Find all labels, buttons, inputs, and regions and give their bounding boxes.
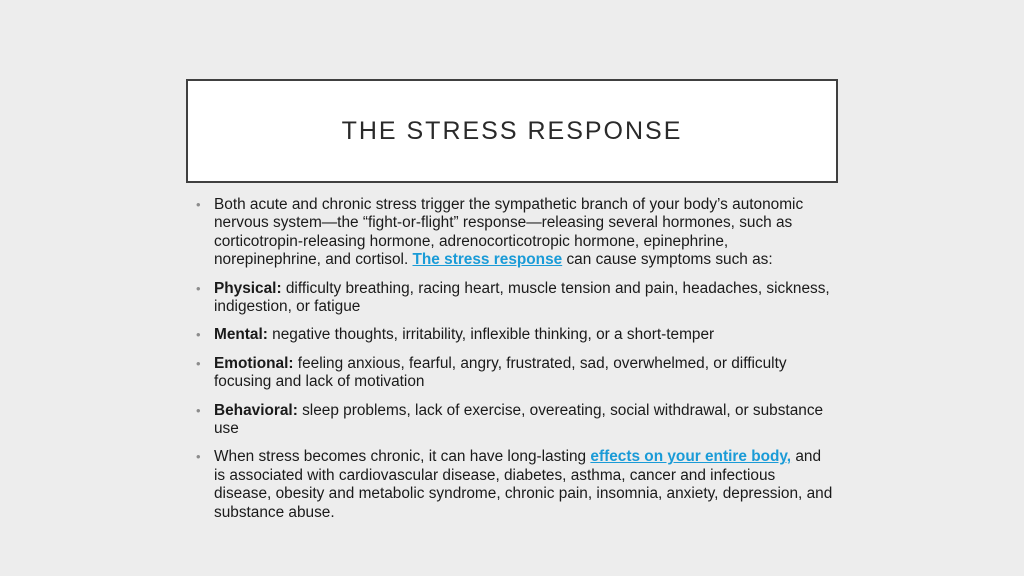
bullet-icon: •: [196, 402, 201, 418]
emotional-label: Emotional:: [214, 354, 294, 372]
emotional-text: feeling anxious, fearful, angry, frustrated, sad, overwhelmed, or difficulty focusing and lack of motivation: [214, 354, 787, 391]
physical-label: Physical:: [214, 279, 282, 297]
bullet-icon: •: [196, 197, 201, 212]
stress-response-link[interactable]: The stress response: [412, 251, 563, 269]
bullet-icon: •: [196, 355, 201, 371]
bullet-item-emotional: [196, 355, 836, 392]
bullet-item-chronic: [196, 448, 836, 522]
behavioral-label: Behavioral:: [214, 401, 298, 419]
bullet-intro-text-after: can cause symptoms such as:: [562, 251, 773, 269]
mental-label: Mental:: [214, 326, 268, 344]
bullet-list: [196, 196, 836, 532]
bullet-icon: •: [196, 280, 201, 296]
bullet-icon: •: [196, 449, 201, 465]
slide-title: THE STRESS RESPONSE: [341, 116, 683, 145]
bullet-item-intro: [196, 196, 836, 270]
chronic-text-after: and is associated with cardiovascular disease, diabetes, asthma, cancer and infectious disease, obesity and metabolic syndrome, chronic pain, insomnia, anxiety, depression, and substance abuse.: [214, 448, 833, 521]
bullet-item-behavioral: [196, 402, 836, 439]
bullet-item-mental: [196, 326, 836, 344]
mental-text: negative thoughts, irritability, inflexible thinking, or a short-temper: [267, 326, 715, 344]
bullet-intro-text-before: Both acute and chronic stress trigger the sympathetic branch of your body’s autonomic nervous system—the “fight-or-flight” response—releasing several hormones, such as corticotropin-releasing hormone, adrenocorticotropic hormone, epinephrine, norepinephrine, and cortisol.: [214, 196, 804, 269]
behavioral-text: sleep problems, lack of exercise, overeating, social withdrawal, or substance use: [214, 401, 824, 438]
physical-text: difficulty breathing, racing heart, muscle tension and pain, headaches, sickness, indigestion, or fatigue: [214, 279, 830, 316]
chronic-text-before: When stress becomes chronic, it can have long-lasting: [214, 448, 591, 466]
bullet-icon: •: [196, 327, 201, 343]
title-box: [186, 79, 838, 183]
effects-on-body-link[interactable]: effects on your entire body,: [590, 448, 792, 466]
bullet-item-physical: [196, 280, 836, 317]
